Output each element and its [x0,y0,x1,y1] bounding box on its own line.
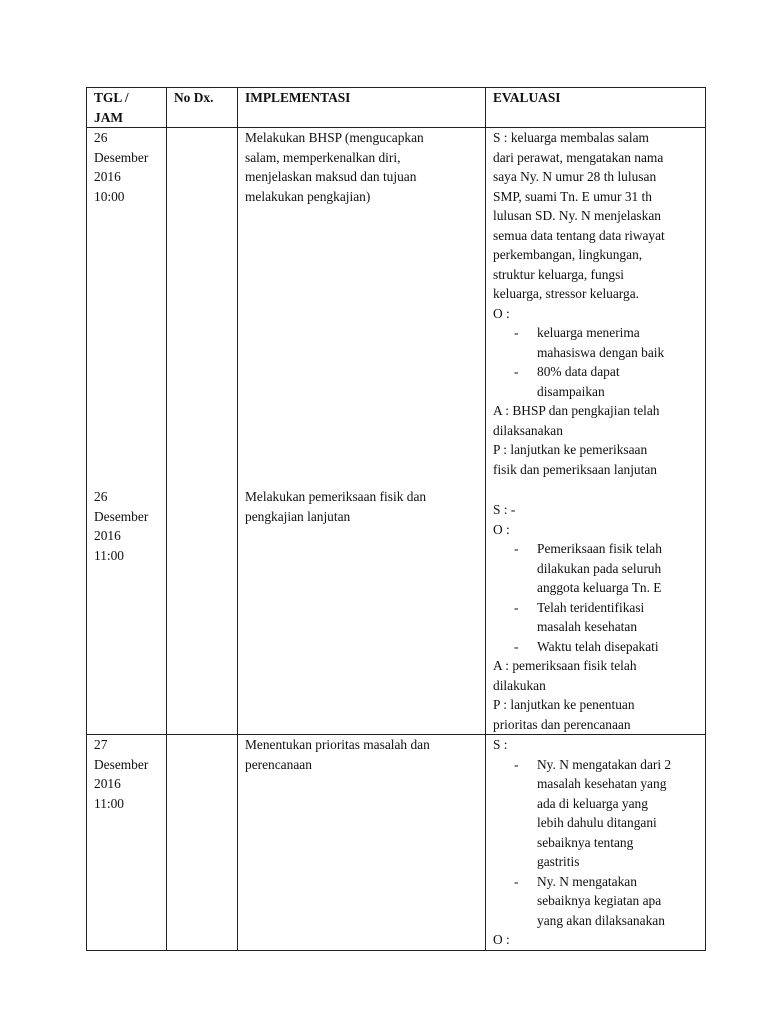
bullet-dash: - [514,599,519,615]
date-year: 2016 [94,776,121,791]
list-item-line: Telah teridentifikasi [537,599,645,615]
evaluation-cell [486,735,706,951]
entry-gap [94,206,166,487]
list-item-line: masalah kesehatan yang [537,776,667,791]
evaluation-entry-1 [493,128,705,479]
evaluation-assessment-line: A : pemeriksaan fisik telah [493,658,637,673]
diagnosis-number-cell [167,735,238,951]
bullet-dash: - [514,541,519,556]
date-day: 27 [94,737,108,752]
list-item-line: dilakukan pada seluruh [537,560,662,576]
list-item [493,755,705,872]
evaluation-plan-line: fisik dan pemeriksaan lanjutan [493,461,657,477]
bullet-dash: - [514,638,519,654]
evaluation-assessment-line: dilakukan [493,677,546,693]
header-diagnosis-number: No Dx. [167,88,238,128]
implementation-line: perencanaan [245,756,312,772]
date-cell [87,735,167,951]
implementation-line: melakukan pengkajian) [245,188,371,204]
evaluation-cell [486,128,706,735]
date-month: Desember [94,149,149,165]
date-month: Desember [94,756,149,772]
bullet-dash: - [514,873,519,889]
evaluation-assessment-line: dilaksanakan [493,422,563,438]
evaluation-subjective-label: S : [493,737,508,752]
evaluation-objective-label: O : [493,305,510,321]
header-evaluation: EVALUASI [486,88,706,128]
evaluation-subjective-line: perkembangan, lingkungan, [493,247,643,262]
list-item-line: keluarga menerima [537,325,640,340]
header-row [87,88,706,128]
evaluation-plan-line: P : lanjutkan ke penentuan [493,697,635,712]
list-item-line: Waktu telah disepakati [537,638,659,654]
list-item [493,598,705,637]
evaluation-objective-label: O : [493,521,510,537]
list-item-line: masalah kesehatan [537,619,638,634]
evaluation-objective-label: O : [493,932,510,947]
implementation-entry-2 [245,487,485,526]
evaluation-subjective-line: S : - [493,502,516,517]
evaluation-plan-line: P : lanjutkan ke pemeriksaan [493,442,648,457]
list-item-line: yang akan dilaksanakan [537,912,665,928]
evaluation-subjective-line: SMP, suami Tn. E umur 31 th [493,188,652,204]
list-item-line: sebaiknya tentang [537,834,634,850]
implementation-cell [238,128,486,735]
list-item [493,872,705,931]
objective-list [493,539,705,656]
implementation-evaluation-table [86,87,706,951]
list-item-line: lebih dahulu ditangani [537,815,657,830]
entry-gap [245,206,485,487]
bullet-dash: - [514,364,519,379]
evaluation-subjective-line: dari perawat, mengatakan nama [493,149,664,165]
implementation-line: Melakukan pemeriksaan fisik dan [245,489,427,504]
table-row [87,735,706,951]
entry-gap [493,479,705,500]
header-time-line: JAM [94,109,124,125]
bullet-dash: - [514,325,519,340]
list-item [493,323,705,362]
list-item-line: 80% data dapat [537,364,620,379]
entry-date-2 [94,487,166,565]
evaluation-subjective-line: S : keluarga membalas salam [493,130,649,145]
objective-list [493,323,705,401]
date-day: 26 [94,130,108,145]
list-item-line: gastritis [537,854,580,869]
implementation-line: Menentukan prioritas masalah dan [245,737,430,752]
evaluation-assessment-line: A : BHSP dan pengkajian telah [493,403,660,418]
date-cell [87,128,167,735]
date-year: 2016 [94,169,121,184]
date-year: 2016 [94,528,121,543]
list-item [493,539,705,598]
list-item-line: sebaiknya kegiatan apa [537,893,662,908]
list-item-line: Pemeriksaan fisik telah [537,541,662,556]
list-item-line: ada di keluarga yang [537,795,648,811]
bullet-dash: - [514,756,519,772]
entry-date-1 [94,128,166,206]
list-item-line: Ny. N mengatakan [537,873,637,889]
list-item-line: anggota keluarga Tn. E [537,580,662,595]
table-row [87,128,706,735]
date-time: 10:00 [94,188,125,204]
evaluation-entry-2 [493,500,705,734]
diagnosis-number-cell [167,128,238,735]
implementation-line: salam, memperkenalkan diri, [245,149,401,165]
implementation-line: pengkajian lanjutan [245,508,351,524]
list-item-line: Ny. N mengatakan dari 2 [537,756,672,772]
implementation-cell [238,735,486,951]
header-date-time [87,88,167,128]
evaluation-subjective-line: lulusan SD. Ny. N menjelaskan [493,208,661,223]
evaluation-subjective-line: semua data tentang data riwayat [493,227,665,243]
evaluation-plan-line: prioritas dan perencanaan [493,716,631,732]
list-item [493,362,705,401]
evaluation-subjective-line: struktur keluarga, fungsi [493,266,625,282]
list-item [493,637,705,657]
implementation-entry-1 [245,128,485,206]
header-date-line: TGL / [94,90,129,105]
evaluation-subjective-line: saya Ny. N umur 28 th lulusan [493,169,657,184]
list-item-line: mahasiswa dengan baik [537,344,665,360]
implementation-line: menjelaskan maksud dan tujuan [245,169,417,184]
list-item-line: disampaikan [537,383,605,399]
date-time: 11:00 [94,795,125,811]
subjective-list [493,755,705,931]
date-month: Desember [94,508,149,524]
header-implementation: IMPLEMENTASI [238,88,486,128]
date-day: 26 [94,489,108,504]
implementation-line: Melakukan BHSP (mengucapkan [245,130,424,145]
date-time: 11:00 [94,547,125,563]
evaluation-subjective-line: keluarga, stressor keluarga. [493,286,640,301]
